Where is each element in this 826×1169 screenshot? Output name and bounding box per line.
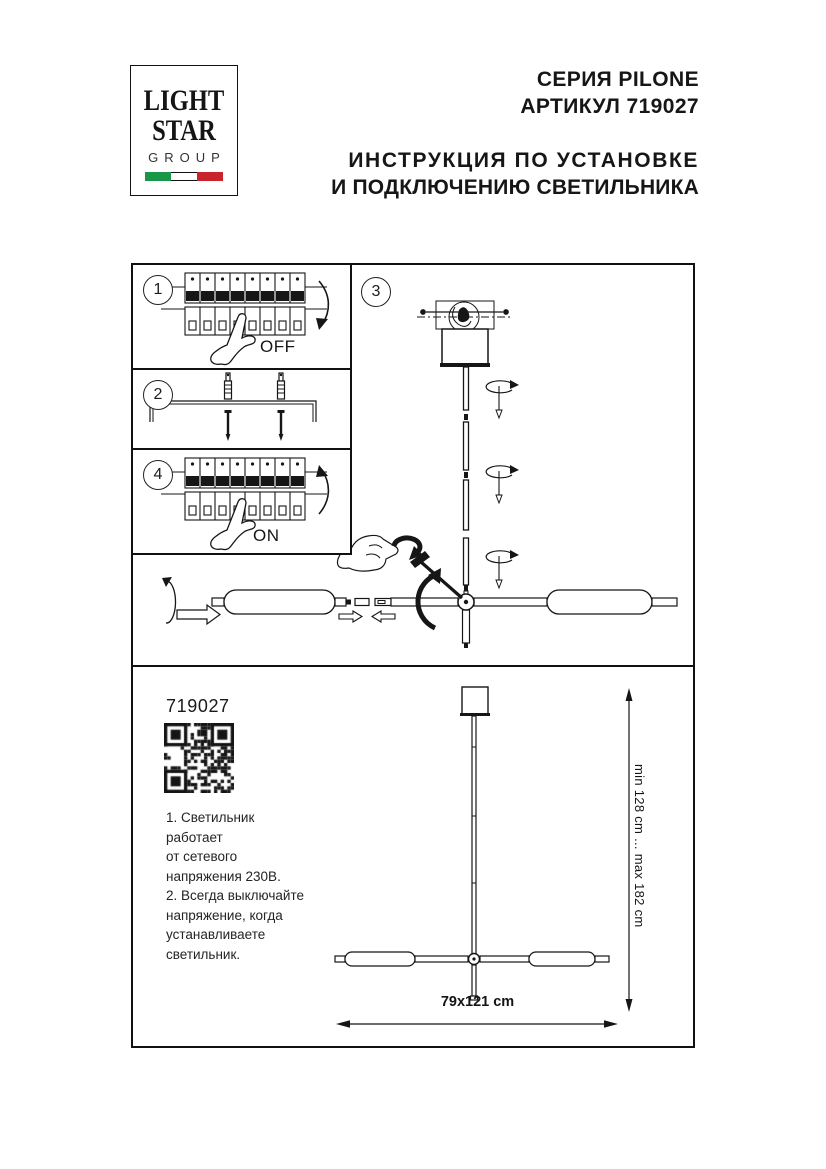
article-title: АРТИКУЛ 719027: [520, 95, 699, 118]
flag-green-segment: [145, 172, 171, 181]
logo-star-text: STAR: [152, 114, 216, 147]
ceiling-mount-drawing: [417, 301, 512, 332]
on-label: ON: [253, 526, 280, 545]
note-line: устанавливаете: [166, 927, 266, 942]
note-line: светильник.: [166, 946, 241, 962]
step-2-box: [133, 370, 350, 450]
off-label: OFF: [260, 337, 296, 356]
step-1-box: [133, 265, 350, 370]
note-line: от сетевого: [166, 849, 238, 864]
instruction-title-line1: ИНСТРУКЦИЯ ПО УСТАНОВКЕ: [348, 149, 699, 172]
width-dimension-arrow: [336, 1020, 618, 1028]
lightstar-logo: [130, 65, 238, 196]
wall-anchor-icon: [225, 373, 232, 399]
screw-icon: [225, 410, 232, 441]
safety-notes: [166, 808, 304, 964]
step-1-badge: 1: [143, 275, 173, 305]
installation-steps-section: [133, 265, 693, 667]
logo-light-text: LIGHT: [143, 84, 225, 117]
series-title: СЕРИЯ PILONE: [536, 68, 699, 91]
step-4-box: [133, 450, 350, 555]
rod-segments-drawing: [464, 367, 469, 591]
logo-group-text: GROUP: [148, 150, 226, 165]
italy-flag-icon: [145, 172, 223, 181]
article-number: 719027: [166, 696, 230, 716]
step-3-badge: 3: [361, 277, 391, 307]
note-line: напряжение, когда: [166, 907, 283, 923]
qr-code: [164, 723, 234, 793]
note-line: 1. Светильник: [166, 810, 255, 825]
flag-white-segment: [171, 172, 197, 181]
step-2-badge: 2: [143, 380, 173, 410]
product-info-section: [133, 667, 693, 1046]
flag-red-segment: [197, 172, 223, 181]
instruction-title-line2: И ПОДКЛЮЧЕНИЮ СВЕТИЛЬНИКА: [331, 176, 699, 199]
diagram-panel: [131, 263, 695, 1048]
note-line: 2. Всегда выключайте: [166, 888, 304, 903]
title-block: [331, 66, 699, 201]
note-line: работает: [166, 829, 223, 845]
height-range-label: min 128 cm ... max 182 cm: [632, 764, 647, 928]
rotate-tube-icon: [166, 581, 176, 623]
canopy-drawing: [440, 329, 490, 367]
step-4-badge: 4: [143, 460, 173, 490]
note-line: напряжения 230В.: [166, 868, 281, 884]
steps-left-column: [133, 265, 352, 555]
width-depth-label: 79x121 cm: [440, 994, 515, 1010]
